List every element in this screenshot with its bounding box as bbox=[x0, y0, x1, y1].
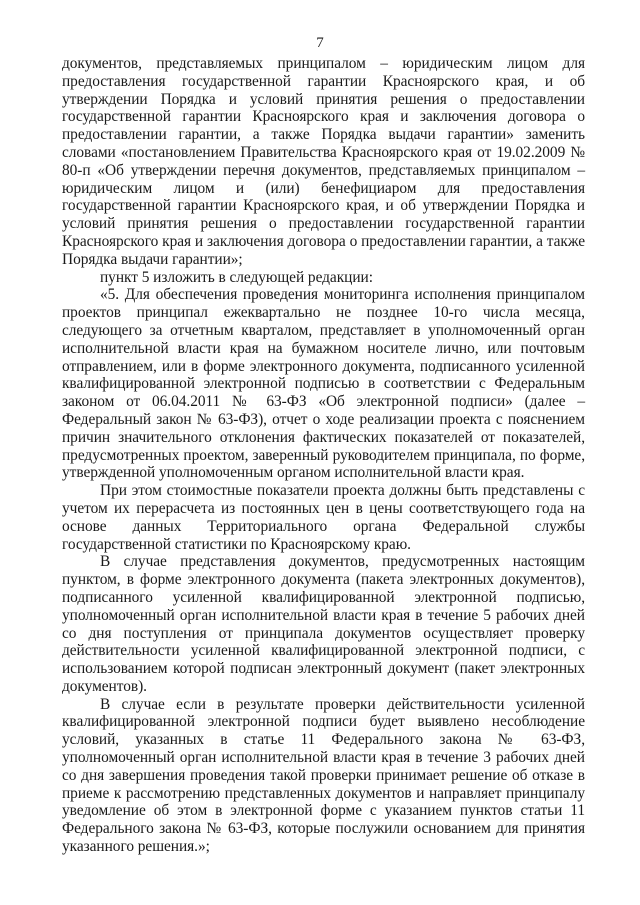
page-number: 7 bbox=[316, 35, 324, 51]
paragraph-signature-verification: В случае если в результате проверки действительности усиленной квалифицированной электронной подписи будет выявлено несоблюдение условий, указанных в статье 11 Федерального закона № 63-ФЗ, уполномоченный орган исполнительной власти края в течение 3 рабочих дней со дня завершения проведения такой проверки принимает решение об отказе в приеме к рассмотрению представленных документов и направляет принципалу уведомление об этом в электронной форме с указанием пунктов статьи 11 Федерального закона № 63-ФЗ, которые послужили основанием для принятия указанного решения.»; bbox=[62, 695, 585, 856]
paragraph-item-5-text: «5. Для обеспечения проведения мониторинга исполнения принципалом проектов принципал ежеквартально не позднее 10-го числа месяца, следующего за отчетным кварталом, представляет в уполномоченный орган исполнительной власти края на бумажном носителе лично, или почтовым отправлением, или в форме электронного документа, подписанного усиленной квалифицированной электронной подписью в соответствии с Федеральным законом от 06.04.2011 № 63-ФЗ «Об электронной подписи» (далее – Федеральный закон № 63-ФЗ), отчет о ходе реализации проекта с пояснением причин значительного отклонения фактических показателей от показателей, предусмотренных проектом, заверенный руководителем принципала, по форме, утвержденной уполномоченным органом исполнительной власти края. bbox=[62, 286, 585, 482]
document-body bbox=[62, 55, 585, 856]
paragraph-continuation: документов, представляемых принципалом – юридическим лицом для предоставления государственной гарантии Красноярского края, и об утверждении Порядка и условий принятия решения о предоставлении государственной гарантии Красноярского края и заключения договора о предоставлении гарантии, а также Порядка выдачи гарантии» заменить словами «постановлением Правительства Красноярского края от 19.02.2009 № 80-п «Об утверждении перечня документов, представляемых принципалом – юридическим лицом и (или) бенефициаром для предоставления государственной гарантии Красноярского края, и об утверждении Порядка и условий принятия решения о предоставлении государственной гарантии Красноярского края и заключения договора о предоставлении гарантии, а также Порядка выдачи гарантии»; bbox=[62, 55, 585, 268]
paragraph-cost-indicators: При этом стоимостные показатели проекта должны быть представлены с учетом их перерасчета из постоянных цен в цены соответствующего года на основе данных Территориального органа Федеральной службы государственной статистики по Красноярскому краю. bbox=[62, 482, 585, 553]
paragraph-electronic-documents: В случае представления документов, предусмотренных настоящим пунктом, в форме электронного документа (пакета электронных документов), подписанного усиленной квалифицированной электронной подписью, уполномоченный орган исполнительной власти края в течение 5 рабочих дней со дня поступления от принципала документов осуществляет проверку действительности усиленной квалифицированной электронной подписи, с использованием которой подписан электронный документ (пакет электронных документов). bbox=[62, 553, 585, 695]
paragraph-item-5-intro: пункт 5 изложить в следующей редакции: bbox=[100, 268, 373, 286]
